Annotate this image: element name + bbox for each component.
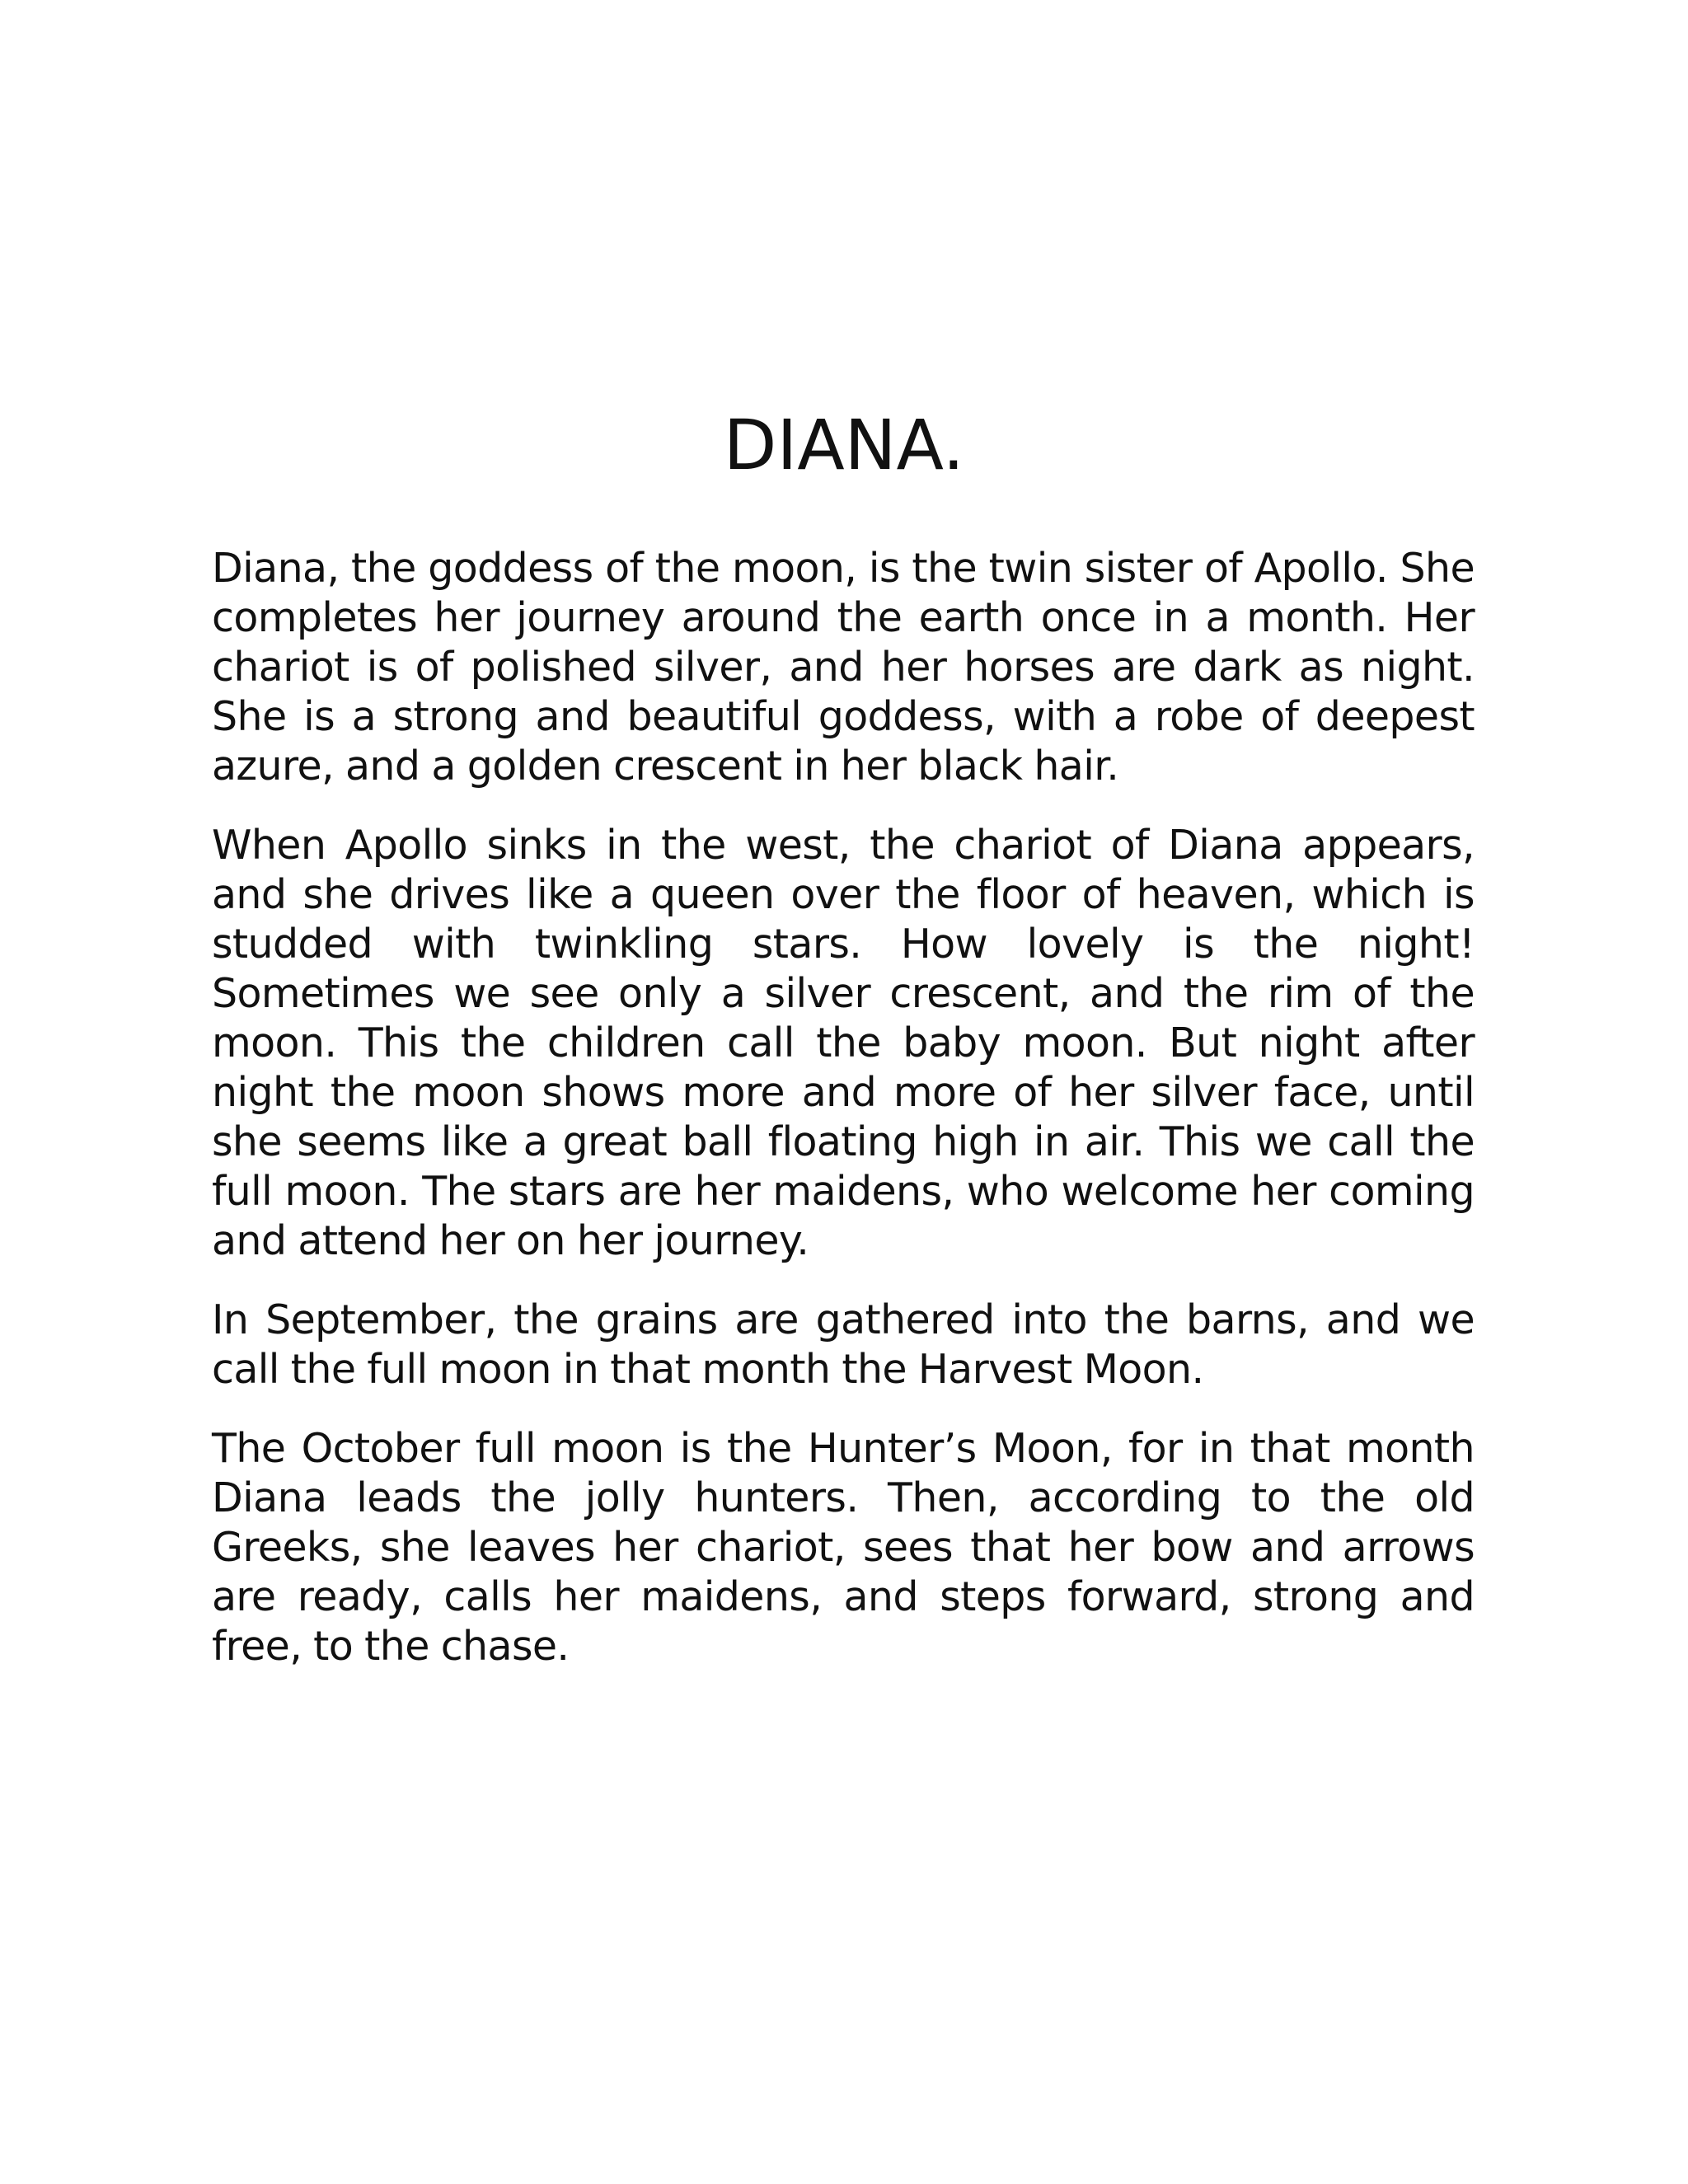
- paragraph-2: When Apollo sinks in the west, the chariot of Diana appears, and she drives like a queen over the floor of heaven, which is studded with twinkling stars. How lovely is the night! Sometimes we see only a silver crescent, and the rim of the moon. This the children call the baby moon. But night after night the moon shows more and more of her silver face, until she seems like a great ball floating high in air. This we call the full moon. The stars are her maidens, who welcome her coming and attend her on her journey.: [212, 822, 1475, 1264]
- paragraph-3: In September, the grains are gathered into the barns, and we call the full moon in that month the Harvest Moon.: [212, 1296, 1475, 1393]
- paragraph-4: The October full moon is the Hunter’s Moon, for in that month Diana leads the jolly hunters. Then, according to the old Greeks, she leaves her chariot, sees that her bow and arrows are ready, calls her maidens, and steps forward, strong and free, to the chase.: [212, 1425, 1475, 1670]
- paragraph-1: Diana, the goddess of the moon, is the twin sister of Apollo. She completes her journey around the earth once in a month. Her chariot is of polished silver, and her horses are dark as night. She is a strong and beautiful goddess, with a robe of deepest azure, and a golden crescent in her black hair.: [212, 545, 1475, 790]
- page-title: DIANA.: [723, 405, 965, 485]
- body-text: [212, 544, 1475, 1701]
